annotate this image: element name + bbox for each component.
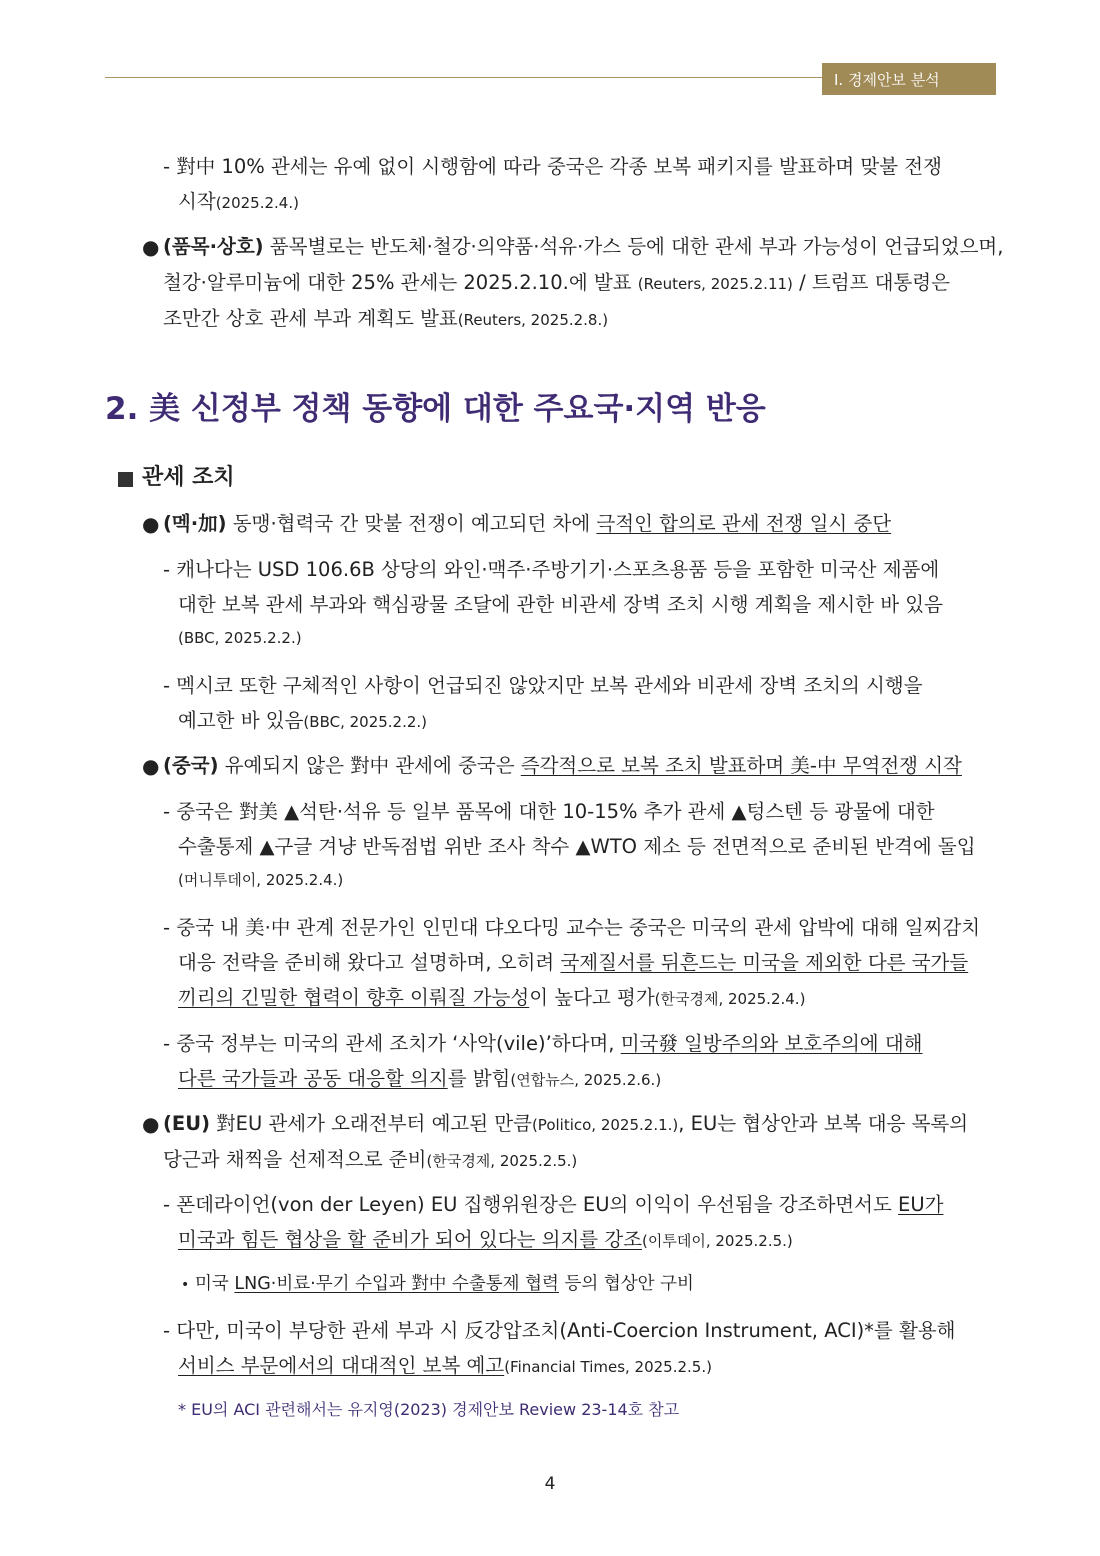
dot-bullet-icon: •	[181, 1277, 190, 1293]
page-number: 4	[544, 1474, 556, 1494]
underlined-text: 즉각적으로 보복 조치 발표하며 美-中 무역전쟁 시작	[520, 754, 962, 777]
underlined-text: EU가	[898, 1193, 944, 1216]
underlined-text: 다른 국가들과 공동 대응할 의지	[178, 1067, 448, 1090]
citation: (연합뉴스, 2025.2.6.)	[510, 1071, 662, 1089]
paragraph-line: 대응 전략을 준비해 왔다고 설명하며, 오히려 국제질서를 뒤흔드는 미국을 제외한 다른 국가들	[178, 951, 969, 974]
subsection-title: 관세 조치	[142, 465, 235, 490]
citation: (Politico, 2025.2.1.)	[531, 1116, 679, 1134]
paragraph-line: (EU) 對EU 관세가 오래전부터 예고된 만큼(Politico, 2025.2.1.), EU는 협상안과 보복 대응 목록의	[163, 1112, 969, 1135]
topic-tag: (중국)	[163, 754, 219, 777]
paragraph-line	[178, 1230, 793, 1250]
paragraph-line: - 캐나다는 USD 106.6B 상당의 와인·맥주·주방기기·스포츠용품 등을 포함한 미국산 제품에	[163, 558, 940, 581]
paragraph-line: 당근과 채찍을 선제적으로 준비(한국경제, 2025.2.5.)	[163, 1148, 578, 1171]
paragraph-line: - 중국 정부는 미국의 관세 조치가 ‘사악(vile)’하다며, 미국發 일방주의와 보호주의에 대해	[163, 1032, 923, 1055]
paragraph-line: - 중국은 對美 ▲석탄·석유 등 일부 품목에 대한 10-15% 추가 관세 ▲텅스텐 등 광물에 대한	[163, 800, 935, 823]
paragraph-line: 미국 LNG·비료·무기 수입과 對中 수출통제 협력 등의 협상안 구비	[195, 1274, 694, 1294]
paragraph-line: - 폰데라이언(von der Leyen) EU 집행위원장은 EU의 이익이 우선됨을 강조하면서도 EU가	[163, 1193, 944, 1216]
paragraph-line: (품목·상호) 품목별로는 반도체·철강·의약품·석유·가스 등에 대한 관세 부과 가능성이 언급되었으며,	[163, 235, 1004, 258]
underlined-text: LNG·비료·무기 수입과 對中 수출통제 협력	[234, 1274, 559, 1294]
paragraph-line: 예고한 바 있음(BBC, 2025.2.2.)	[178, 709, 428, 732]
paragraph-line: 끼리의 긴밀한 협력이 향후 이뤄질 가능성이 높다고 평가(한국경제, 2025.2.4.)	[178, 986, 806, 1009]
paragraph-line: - 중국 내 美·中 관계 전문가인 인민대 댜오다밍 교수는 중국은 미국의 관세 압박에 대해 일찌감치	[163, 916, 981, 939]
citation: (Financial Times, 2025.2.5.)	[504, 1358, 712, 1376]
bullet-icon: ●	[142, 1112, 160, 1136]
paragraph-line: 다른 국가들과 공동 대응할 의지를 밝힘(연합뉴스, 2025.2.6.)	[178, 1067, 662, 1090]
topic-tag: (EU)	[163, 1112, 210, 1135]
citation: (머니투데이, 2025.2.4.)	[178, 871, 344, 889]
paragraph-line: 시작(2025.2.4.)	[178, 190, 299, 213]
citation: (Reuters, 2025.2.11)	[637, 275, 793, 293]
underlined-text: 서비스 부문에서의 대대적인 보복 예고	[178, 1354, 505, 1377]
bullet-icon: ●	[142, 235, 160, 259]
citation: (BBC, 2025.2.2.)	[178, 629, 302, 647]
paragraph-line: (멕·加) 동맹·협력국 간 맞불 전쟁이 예고되던 차에 극적인 합의로 관세 전쟁 일시 중단	[163, 512, 892, 535]
paragraph-line	[178, 1356, 712, 1376]
footnote: * EU의 ACI 관련해서는 유지영(2023) 경제안보 Review 23-14호 참고	[178, 1400, 680, 1419]
paragraph-line: 조만간 상호 관세 부과 계획도 발표(Reuters, 2025.2.8.)	[163, 307, 609, 330]
citation: (Reuters, 2025.2.8.)	[457, 311, 609, 329]
citation: (한국경제, 2025.2.5.)	[426, 1152, 578, 1170]
citation: (한국경제, 2025.2.4.)	[654, 990, 806, 1008]
paragraph-line: - 멕시코 또한 구체적인 사항이 언급되진 않았지만 보복 관세와 비관세 장벽 조치의 시행을	[163, 674, 923, 697]
underlined-text: 끼리의 긴밀한 협력이 향후 이뤄질 가능성	[178, 986, 530, 1009]
square-bullet-icon	[118, 472, 133, 487]
paragraph-line: 대한 보복 관세 부과와 핵심광물 조달에 관한 비관세 장벽 조치 시행 계획을 제시한 바 있음	[178, 593, 943, 616]
topic-tag: (멕·加)	[163, 512, 227, 535]
paragraph-line: - 對中 10% 관세는 유예 없이 시행함에 따라 중국은 각종 보복 패키지를 발표하며 맞불 전쟁	[163, 155, 942, 178]
paragraph-line: 수출통제 ▲구글 겨냥 반독점법 위반 조사 착수 ▲WTO 제소 등 전면적으로 준비된 반격에 돌입	[178, 835, 976, 858]
section-title: 2. 美 신정부 정책 동향에 대한 주요국·지역 반응	[105, 391, 766, 427]
underlined-text: 미국發 일방주의와 보호주의에 대해	[620, 1032, 923, 1055]
header-section-tab: Ⅰ. 경제안보 분석	[822, 63, 996, 95]
bullet-icon: ●	[142, 754, 160, 778]
citation: (2025.2.4.)	[215, 194, 299, 212]
bullet-icon: ●	[142, 512, 160, 536]
citation: (이투데이, 2025.2.5.)	[642, 1232, 793, 1250]
underlined-text: 극적인 합의로 관세 전쟁 일시 중단	[596, 512, 892, 535]
header-rule	[105, 77, 825, 78]
citation: (BBC, 2025.2.2.)	[303, 713, 428, 731]
underlined-text: 국제질서를 뒤흔드는 미국을 제외한 다른 국가들	[560, 951, 969, 974]
underlined-text: 미국과 힘든 협상을 할 준비가 되어 있다는 의지를 강조	[178, 1228, 643, 1251]
paragraph-line: 철강·알루미늄에 대한 25% 관세는 2025.2.10.에 발표 (Reuters, 2025.2.11) / 트럼프 대통령은	[163, 271, 950, 294]
paragraph-line: (중국) 유예되지 않은 對中 관세에 중국은 즉각적으로 보복 조치 발표하며 美-中 무역전쟁 시작	[163, 754, 962, 777]
topic-tag: (품목·상호)	[163, 235, 264, 258]
paragraph-line: - 다만, 미국이 부당한 관세 부과 시 反강압조치(Anti-Coercion Instrument, ACI)*를 활용해	[163, 1319, 956, 1342]
